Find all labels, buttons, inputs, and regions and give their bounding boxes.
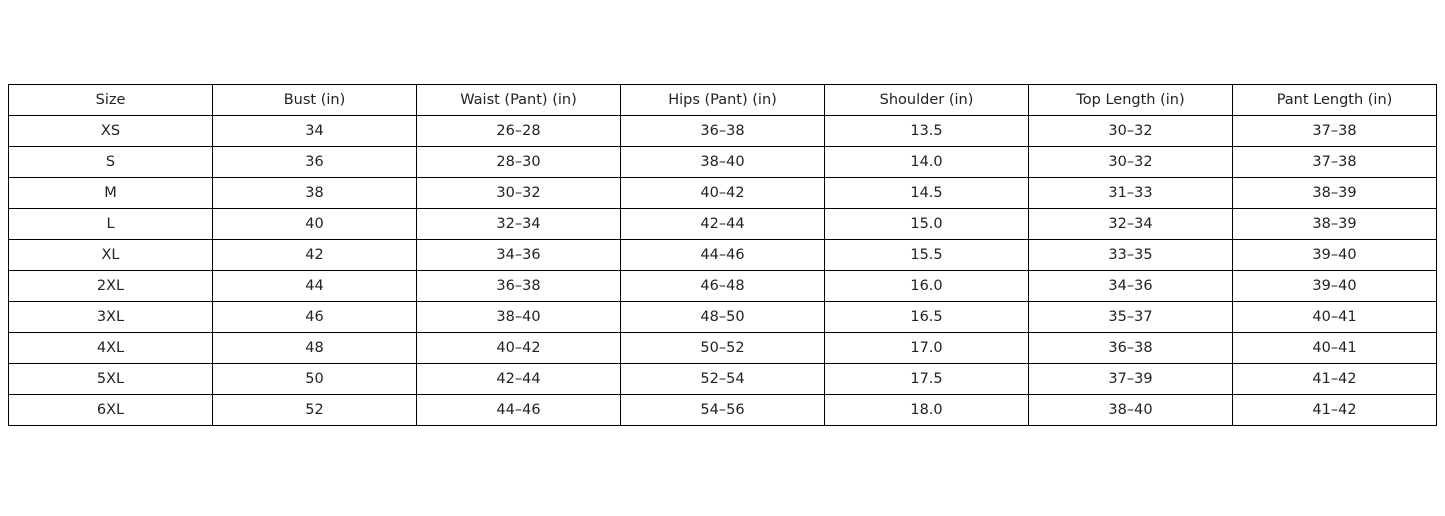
cell-top-length: 30–32 [1029,116,1233,147]
header-bust: Bust (in) [213,85,417,116]
table-body [9,116,1437,426]
cell-top-length: 35–37 [1029,302,1233,333]
cell-waist: 26–28 [417,116,621,147]
cell-shoulder: 17.5 [825,364,1029,395]
cell-hips: 50–52 [621,333,825,364]
cell-top-length: 36–38 [1029,333,1233,364]
cell-pant-length: 38–39 [1233,209,1437,240]
table-row [9,116,1437,147]
header-size: Size [9,85,213,116]
cell-top-length: 32–34 [1029,209,1233,240]
cell-size: 3XL [9,302,213,333]
cell-size: S [9,147,213,178]
cell-size: 2XL [9,271,213,302]
cell-size: XS [9,116,213,147]
cell-pant-length: 41–42 [1233,364,1437,395]
cell-bust: 34 [213,116,417,147]
cell-shoulder: 15.0 [825,209,1029,240]
cell-top-length: 33–35 [1029,240,1233,271]
cell-shoulder: 16.5 [825,302,1029,333]
cell-waist: 34–36 [417,240,621,271]
cell-hips: 46–48 [621,271,825,302]
cell-size: 6XL [9,395,213,426]
cell-shoulder: 15.5 [825,240,1029,271]
header-pant-length: Pant Length (in) [1233,85,1437,116]
cell-pant-length: 39–40 [1233,240,1437,271]
cell-bust: 46 [213,302,417,333]
cell-pant-length: 37–38 [1233,116,1437,147]
table-row [9,240,1437,271]
cell-size: 4XL [9,333,213,364]
header-shoulder: Shoulder (in) [825,85,1029,116]
cell-waist: 42–44 [417,364,621,395]
cell-size: L [9,209,213,240]
cell-pant-length: 40–41 [1233,333,1437,364]
cell-waist: 38–40 [417,302,621,333]
cell-bust: 38 [213,178,417,209]
cell-bust: 48 [213,333,417,364]
cell-shoulder: 14.0 [825,147,1029,178]
table-row [9,395,1437,426]
cell-size: M [9,178,213,209]
header-row [9,85,1437,116]
cell-hips: 36–38 [621,116,825,147]
table-row [9,271,1437,302]
size-chart-table [8,84,1437,426]
cell-top-length: 31–33 [1029,178,1233,209]
cell-pant-length: 38–39 [1233,178,1437,209]
cell-waist: 44–46 [417,395,621,426]
cell-shoulder: 16.0 [825,271,1029,302]
cell-hips: 52–54 [621,364,825,395]
cell-shoulder: 14.5 [825,178,1029,209]
table-row [9,364,1437,395]
cell-pant-length: 39–40 [1233,271,1437,302]
cell-hips: 44–46 [621,240,825,271]
cell-size: 5XL [9,364,213,395]
cell-waist: 40–42 [417,333,621,364]
cell-shoulder: 17.0 [825,333,1029,364]
size-chart-container [8,84,1437,426]
table-row [9,302,1437,333]
cell-hips: 54–56 [621,395,825,426]
cell-bust: 42 [213,240,417,271]
cell-waist: 36–38 [417,271,621,302]
cell-top-length: 37–39 [1029,364,1233,395]
header-waist: Waist (Pant) (in) [417,85,621,116]
cell-hips: 48–50 [621,302,825,333]
cell-top-length: 34–36 [1029,271,1233,302]
cell-shoulder: 18.0 [825,395,1029,426]
cell-top-length: 30–32 [1029,147,1233,178]
cell-pant-length: 37–38 [1233,147,1437,178]
cell-bust: 44 [213,271,417,302]
cell-pant-length: 41–42 [1233,395,1437,426]
cell-waist: 32–34 [417,209,621,240]
cell-bust: 40 [213,209,417,240]
cell-bust: 50 [213,364,417,395]
cell-waist: 30–32 [417,178,621,209]
cell-bust: 52 [213,395,417,426]
cell-hips: 42–44 [621,209,825,240]
cell-waist: 28–30 [417,147,621,178]
cell-top-length: 38–40 [1029,395,1233,426]
cell-bust: 36 [213,147,417,178]
table-row [9,147,1437,178]
cell-hips: 38–40 [621,147,825,178]
cell-pant-length: 40–41 [1233,302,1437,333]
header-hips: Hips (Pant) (in) [621,85,825,116]
cell-shoulder: 13.5 [825,116,1029,147]
table-row [9,209,1437,240]
cell-size: XL [9,240,213,271]
table-row [9,333,1437,364]
header-top-length: Top Length (in) [1029,85,1233,116]
table-row [9,178,1437,209]
cell-hips: 40–42 [621,178,825,209]
